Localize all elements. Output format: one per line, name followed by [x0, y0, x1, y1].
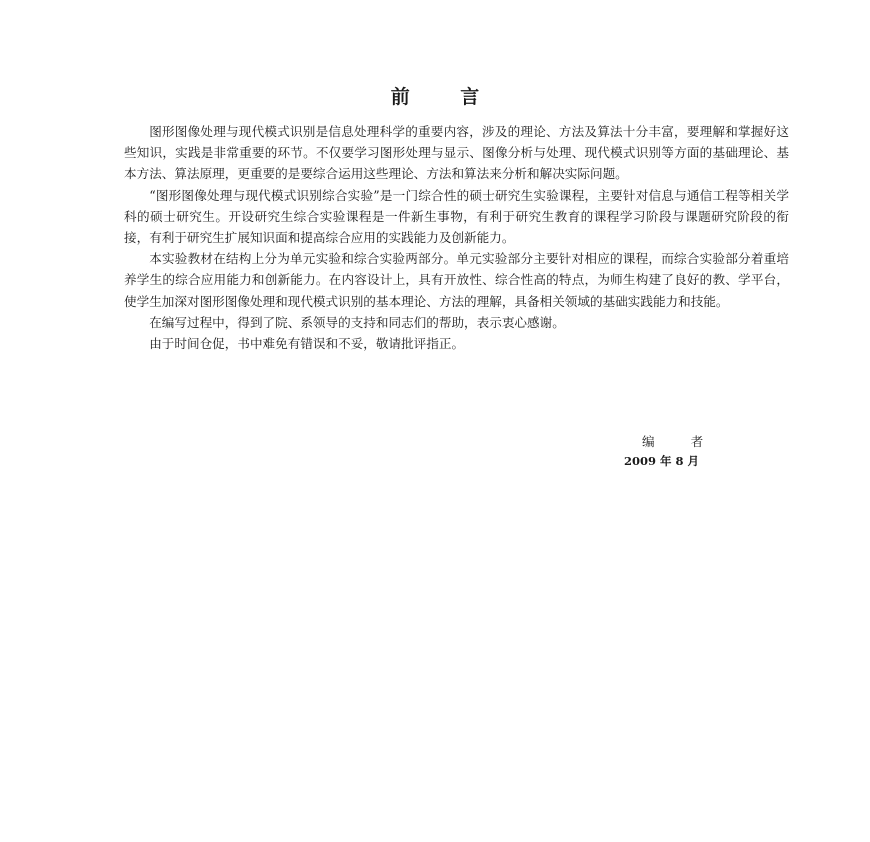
paragraph-3: 本实验教材在结构上分为单元实验和综合实验两部分。单元实验部分主要针对相应的课程，而综合实验部分着重培养学生的综合应用能力和创新能力。在内容设计上，具有开放性、综合性高的特点，为师生构建了良好的教、学平台，使学生加深对图形图像处理和现代模式识别的基本理论、方法的理解，具备相关领域的基础实践能力和技能。	[124, 251, 789, 309]
paragraph-2: “图形图像处理与现代模式识别综合实验”是一门综合性的硕士研究生实验课程，主要针对信息与通信工程等相关学科的硕士研究生。开设研究生综合实验课程是一件新生事物，有利于研究生教育的课程学习阶段与课题研究阶段的衔接，有利于研究生扩展知识面和提高综合应用的实践能力及创新能力。	[124, 187, 789, 246]
paragraph-1: 图形图像处理与现代模式识别是信息处理科学的重要内容，涉及的理论、方法及算法十分丰富，要理解和掌握好这些知识，实践是非常重要的环节。不仅要学习图形处理与显示、图像分析与处理、现代模式识别等方面的基础理论、基本方法、算法原理，更重要的是要综合运用这些理论、方法和算法来分析和解决实际问题。	[124, 124, 789, 182]
preface-body	[124, 121, 789, 354]
signature-date: 2009 年 8 月	[624, 454, 700, 468]
signature-editor: 编 者	[642, 434, 720, 449]
page-title: 前 言	[390, 86, 502, 108]
paragraph-5: 由于时间仓促，书中难免有错误和不妥，敬请批评指正。	[149, 336, 465, 352]
paragraph-4: 在编写过程中，得到了院、系领导的支持和同志们的帮助，表示衷心感谢。	[149, 314, 565, 330]
